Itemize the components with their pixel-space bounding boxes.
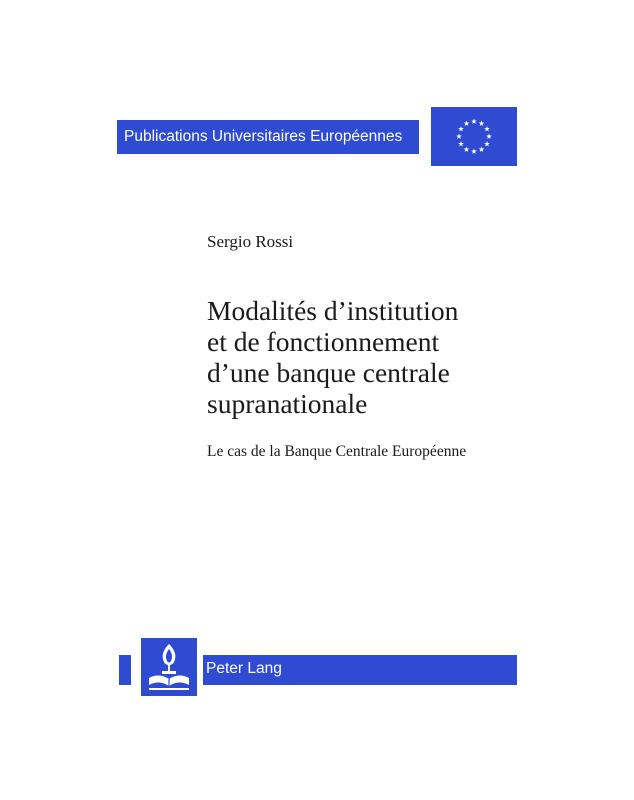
title-line: supranationale <box>207 388 368 419</box>
publisher-name: Peter Lang <box>206 660 282 677</box>
peter-lang-logo-icon <box>141 638 197 696</box>
title-line: Modalités d’institution <box>207 295 459 326</box>
series-name: Publications Universitaires Européennes <box>124 128 403 145</box>
title-line: et de fonctionnement <box>207 326 440 357</box>
eu-flag-icon <box>431 107 517 166</box>
publisher-accent-box <box>119 655 131 685</box>
author-name: Sergio Rossi <box>207 232 294 251</box>
book-subtitle: Le cas de la Banque Centrale Européenne <box>207 443 467 460</box>
book-title <box>207 295 458 419</box>
title-line: d’une banque centrale <box>207 357 450 388</box>
